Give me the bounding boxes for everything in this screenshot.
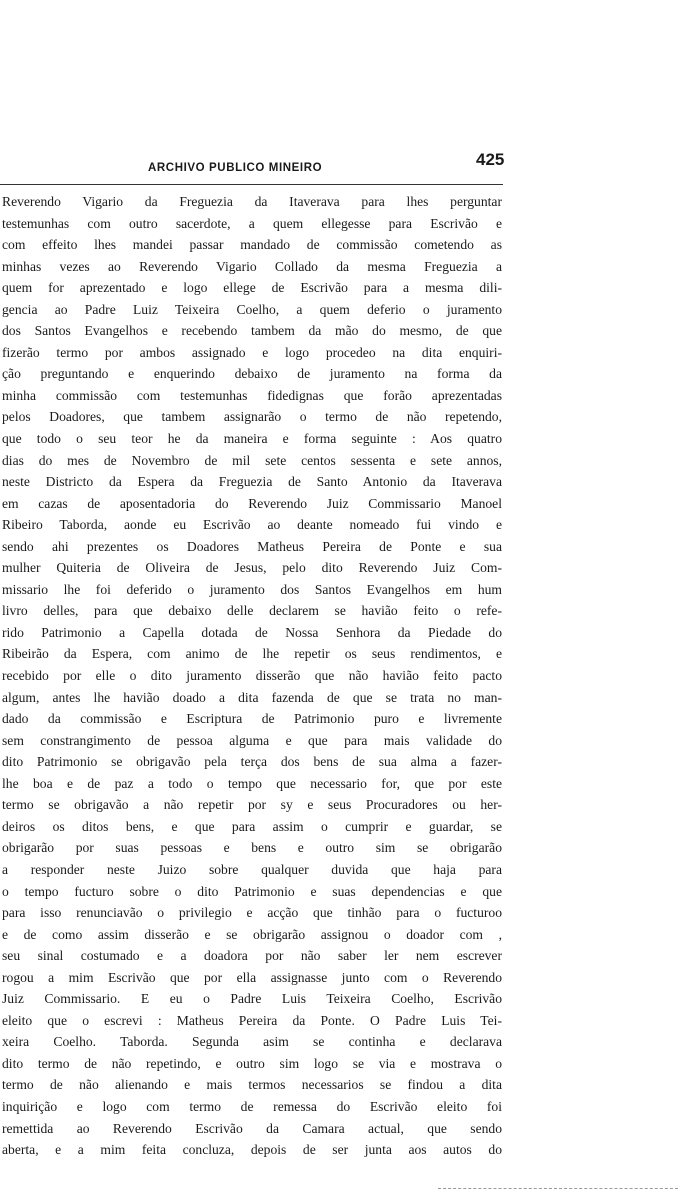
text-line: lhe boa e de paz a todo o tempo que necessario for, que por este — [2, 775, 502, 791]
running-title: ARCHIVO PUBLICO MINEIRO — [148, 162, 323, 174]
text-line: recebido por elle o dito juramento disserão que não havião feito pacto — [2, 668, 502, 684]
text-line: que todo o seu teor he da maneira e forma seguinte : Aos quatro — [2, 431, 502, 447]
text-line: e de como assim disserão e se obrigarão assignou o doador com , — [2, 926, 502, 942]
text-line: o tempo fucturo sobre o dito Patrimonio e suas dependencias e que — [2, 883, 502, 899]
text-line: algum, antes lhe havião doado a dita fazenda de que se trata no man- — [2, 689, 502, 705]
text-line: sem constrangimento de pessoa alguma e que para mais validade do — [2, 732, 502, 748]
text-line: seu sinal costumado e a doadora por não saber ler nem escrever — [2, 948, 502, 964]
text-line: aberta, e a mim feita concluza, depois de ser junta aos autos do — [2, 1142, 502, 1158]
text-line: termo de não alienando e mais termos necessarios se findou a dita — [2, 1077, 502, 1093]
header-rule — [0, 184, 503, 185]
text-line: Ribeirão da Espera, com animo de lhe repetir os seus rendimentos, e — [2, 646, 502, 662]
text-line: obrigarão por suas pessoas e bens e outro sim se obrigarão — [2, 840, 502, 856]
text-line: dias do mes de Novembro de mil sete centos sessenta e sete annos, — [2, 452, 502, 468]
text-line: deiros os ditos bens, e que para assim o cumprir e guardar, se — [2, 818, 502, 834]
text-line: em cazas de aposentadoria do Reverendo Juiz Commissario Manoel — [2, 495, 502, 511]
text-line: xeira Coelho. Taborda. Segunda asim se continha e declarava — [2, 1034, 502, 1050]
text-line: a responder neste Juizo sobre qualquer duvida que haja para — [2, 861, 502, 877]
text-line: com effeito lhes mandei passar mandado de commissão cometendo as — [2, 237, 502, 253]
page-number: 425 — [476, 150, 505, 169]
text-line: mulher Quiteria de Oliveira de Jesus, pelo dito Reverendo Juiz Com- — [2, 560, 502, 576]
document-body — [2, 191, 502, 1161]
text-line: ção preguntando e enquerindo debaixo de juramento na forma da — [2, 366, 502, 382]
text-line: rido Patrimonio a Capella dotada de Nossa Senhora da Piedade do — [2, 624, 502, 640]
text-line: testemunhas com outro sacerdote, a quem ellegesse para Escrivão e — [2, 215, 502, 231]
text-line: minhas vezes ao Reverendo Vigario Collado da mesma Freguezia a — [2, 258, 502, 274]
text-line: pelos Doadores, que tambem assignarão o termo de não repetendo, — [2, 409, 502, 425]
text-line: fizerão termo por ambos assignado e logo procedeo na dita enquiri- — [2, 344, 502, 360]
text-line: sendo ahi prezentes os Doadores Matheus Pereira de Ponte e sua — [2, 538, 502, 554]
page-header — [0, 150, 600, 180]
text-line: dito termo de não repetindo, e outro sim logo se via e mostrava o — [2, 1055, 502, 1071]
text-line: eleito que o escrevi : Matheus Pereira da Ponte. O Padre Luis Tei- — [2, 1012, 502, 1028]
text-line: remettida ao Reverendo Escrivão da Camara actual, que sendo — [2, 1120, 502, 1136]
text-line: Reverendo Vigario da Freguezia da Itaverava para lhes perguntar — [2, 194, 502, 209]
text-line: Juiz Commissario. E eu o Padre Luis Teixeira Coelho, Escrivão — [2, 991, 502, 1007]
text-line: inquirição e logo com termo de remessa do Escrivão eleito foi — [2, 1098, 502, 1114]
text-line: para isso renunciavão o privilegio e acção que tinhão para o fucturoo — [2, 905, 502, 921]
text-line: minha commissão com testemunhas fidedignas que forão aprezentadas — [2, 387, 502, 403]
text-line: quem for aprezentado e logo ellege de Escrivão para a mesma dili- — [2, 280, 502, 296]
text-line: rogou a mim Escrivão que por ella assignasse junto com o Reverendo — [2, 969, 502, 985]
text-line: livro delles, para que debaixo delle declarem se havião feito o refe- — [2, 603, 502, 619]
text-line: Ribeiro Taborda, aonde eu Escrivão ao deante nomeado fui vindo e — [2, 517, 502, 533]
text-line: termo se obrigavão a não repetir por sy e seus Procuradores ou her- — [2, 797, 502, 813]
text-line: neste Districto da Espera da Freguezia de Santo Antonio da Itaverava — [2, 474, 502, 490]
text-line: dito Patrimonio se obrigavão pela terça dos bens de sua alma a fazer- — [2, 754, 502, 770]
text-line: gencia ao Padre Luiz Teixeira Coelho, a quem deferio o juramento — [2, 301, 502, 317]
text-line: dado da commissão e Escriptura de Patrimonio puro e livremente — [2, 711, 502, 727]
text-line: missario lhe foi deferido o juramento dos Santos Evangelhos em hum — [2, 581, 502, 597]
text-line: dos Santos Evangelhos e recebendo tambem da mão do mesmo, de que — [2, 323, 502, 339]
bottom-edge-mark — [438, 1188, 678, 1189]
